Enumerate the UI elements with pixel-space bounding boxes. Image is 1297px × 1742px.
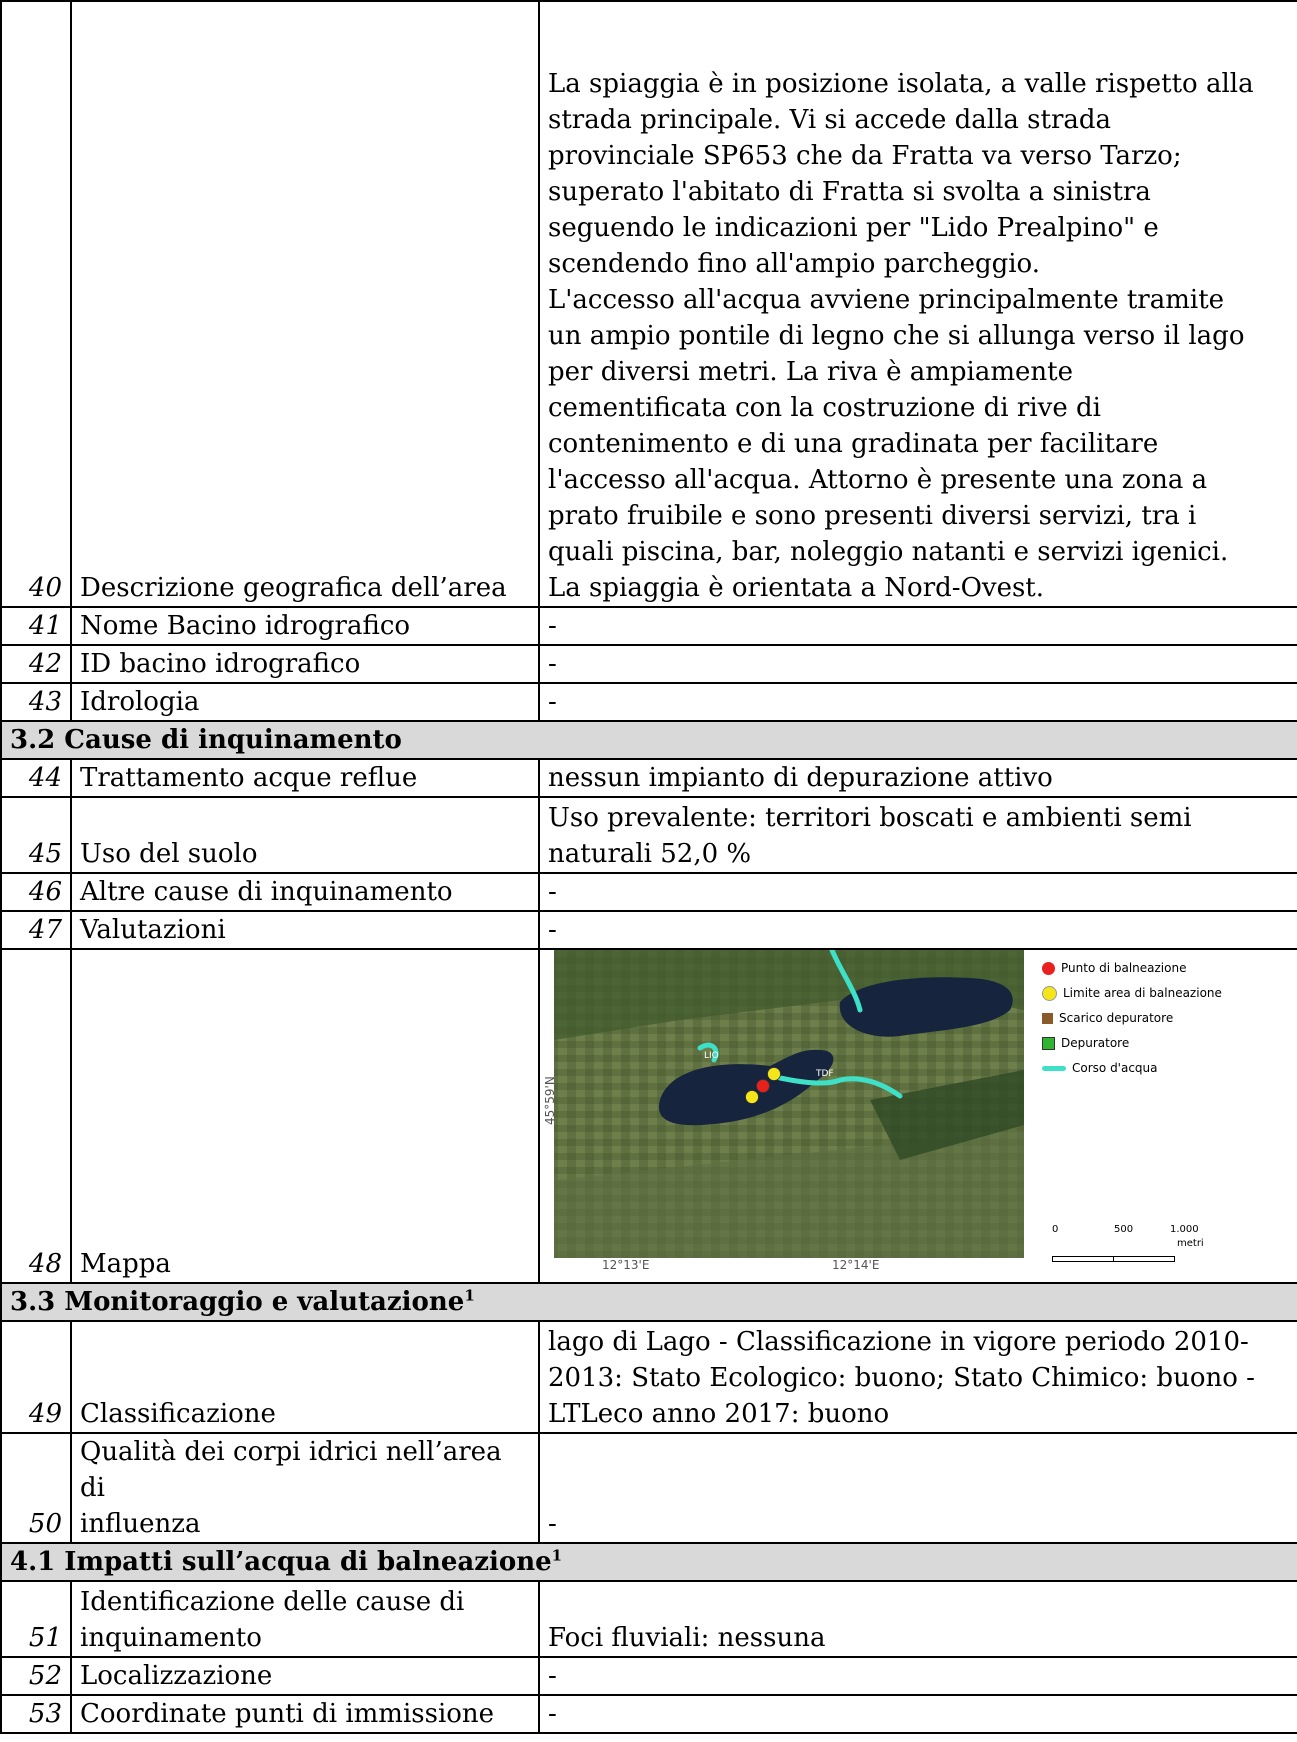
row-label: Identificazione delle cause di inquinamento [71, 1581, 539, 1657]
row-label: Qualità dei corpi idrici nell’area di influenza [71, 1433, 539, 1543]
map-cell [539, 949, 1297, 1283]
row-value: nessun impianto di depurazione attivo [539, 759, 1297, 797]
row-label: Coordinate punti di immissione [71, 1695, 539, 1733]
row-value: La spiaggia è in posizione isolata, a valle rispetto alla strada principale. Vi si accede dalla strada provinciale SP653 che da Fratta va verso Tarzo; superato l'abitato di Fratta si svolta a sinistra seguendo le indicazioni per "Lido Prealpino" e scendendo fino all'ampio parcheggio. L'accesso all'acqua avviene principalmente tramite un ampio pontile di legno che si allunga verso il lago per diversi metri. La riva è ampiamente cementificata con la costruzione di rive di contenimento e di una gradinata per facilitare l'accesso all'acqua. Attorno è presente una zona a prato fruibile e sono presenti diversi servizi, tra i quali piscina, bar, noleggio natanti e servizi igenici. La spiaggia è orientata a Nord-Ovest. [539, 1, 1297, 607]
longitude-label-2: 12°14'E [832, 1258, 880, 1270]
table-row [1, 645, 1297, 683]
row-label: Idrologia [71, 683, 539, 721]
row-value: - [539, 911, 1297, 949]
row-label: Uso del suolo [71, 797, 539, 873]
table-row [1, 607, 1297, 645]
table-row [1, 1321, 1297, 1433]
row-number: 52 [1, 1657, 71, 1695]
legend-item [1042, 1031, 1222, 1056]
row-value: - [539, 873, 1297, 911]
row-number: 51 [1, 1581, 71, 1657]
row-number: 46 [1, 873, 71, 911]
table-row [1, 797, 1297, 873]
scale-tick: 500 [1114, 1224, 1134, 1235]
river-label-tdf: TDF [816, 1069, 834, 1079]
legend-item [1042, 956, 1222, 981]
river-label-lio: LIO [704, 1051, 719, 1061]
section-header-row [1, 1543, 1297, 1581]
row-number: 47 [1, 911, 71, 949]
legend-label: Scarico depuratore [1059, 1011, 1174, 1025]
row-value: - [539, 1657, 1297, 1695]
footnote-mark: 1 [464, 1286, 475, 1305]
legend-item [1042, 1056, 1222, 1081]
scale-bar [1052, 1212, 1232, 1262]
table-row [1, 949, 1297, 1283]
row-label: Classificazione [71, 1321, 539, 1433]
table-row [1, 759, 1297, 797]
map-figure [540, 950, 1242, 1270]
map-legend [1042, 956, 1222, 1081]
section-title: 3.3 Monitoraggio e valutazione$^1$ [1, 1283, 1297, 1321]
table-row [1, 1581, 1297, 1657]
row-number: 40 [1, 1, 71, 607]
table-row [1, 1433, 1297, 1543]
green-square-icon [1042, 1037, 1055, 1050]
legend-label: Depuratore [1061, 1036, 1130, 1050]
table-row [1, 1657, 1297, 1695]
section-title: 4.1 Impatti sull’acqua di balneazione$^1$ [1, 1543, 1297, 1581]
table-row [1, 911, 1297, 949]
legend-label: Corso d'acqua [1072, 1061, 1158, 1075]
row-label: Descrizione geografica dell’area [71, 1, 539, 607]
legend-label: Limite area di balneazione [1063, 986, 1222, 1000]
legend-item [1042, 1006, 1222, 1031]
row-number: 45 [1, 797, 71, 873]
row-number: 49 [1, 1321, 71, 1433]
section-title: 3.2 Cause di inquinamento [1, 721, 1297, 759]
scale-unit: metri [1177, 1238, 1204, 1249]
row-number: 50 [1, 1433, 71, 1543]
scale-tick: 1.000 [1170, 1224, 1199, 1235]
row-number: 48 [1, 949, 71, 1283]
table-row [1, 1, 1297, 607]
table-row [1, 683, 1297, 721]
row-value: Foci fluviali: nessuna [539, 1581, 1297, 1657]
row-value: - [539, 1695, 1297, 1733]
row-value: - [539, 645, 1297, 683]
row-label: Trattamento acque reflue [71, 759, 539, 797]
table-row [1, 1695, 1297, 1733]
row-value: Uso prevalente: territori boscati e ambienti semi naturali 52,0 % [539, 797, 1297, 873]
row-value: - [539, 683, 1297, 721]
row-label: Mappa [71, 949, 539, 1283]
row-value: lago di Lago - Classificazione in vigore periodo 2010- 2013: Stato Ecologico: buono; Stato Chimico: buono - LTLeco anno 2017: buono [539, 1321, 1297, 1433]
longitude-label-1: 12°13'E [602, 1258, 650, 1270]
brown-square-icon [1042, 1013, 1053, 1024]
row-number: 42 [1, 645, 71, 683]
river-line-icon [1042, 1066, 1066, 1071]
row-value: - [539, 1433, 1297, 1543]
legend-label: Punto di balneazione [1061, 961, 1187, 975]
row-number: 43 [1, 683, 71, 721]
row-label: Nome Bacino idrografico [71, 607, 539, 645]
bathing-point-icon [757, 1080, 770, 1093]
section-header-row [1, 721, 1297, 759]
row-number: 41 [1, 607, 71, 645]
footnote-mark: 1 [551, 1546, 563, 1565]
row-label: ID bacino idrografico [71, 645, 539, 683]
red-dot-icon [1042, 962, 1055, 975]
scale-tick: 0 [1052, 1224, 1059, 1235]
row-value: - [539, 607, 1297, 645]
table-row [1, 873, 1297, 911]
row-number: 53 [1, 1695, 71, 1733]
row-label: Altre cause di inquinamento [71, 873, 539, 911]
legend-item [1042, 981, 1222, 1006]
latitude-label: 45°59'N [543, 1076, 557, 1125]
boundary-point-icon [746, 1091, 759, 1104]
yellow-dot-icon [1042, 986, 1057, 1001]
boundary-point-icon [768, 1068, 781, 1081]
row-number: 44 [1, 759, 71, 797]
row-label: Valutazioni [71, 911, 539, 949]
row-label: Localizzazione [71, 1657, 539, 1695]
section-header-row [1, 1283, 1297, 1321]
